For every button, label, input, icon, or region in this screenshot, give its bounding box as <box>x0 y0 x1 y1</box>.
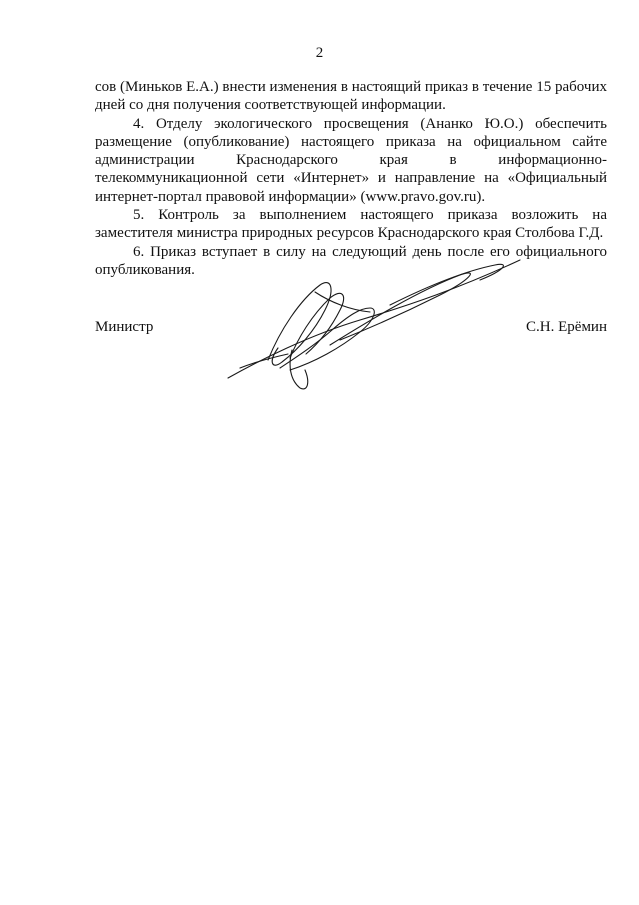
handwritten-signature-icon <box>220 250 540 390</box>
paragraph-continuation: сов (Миньков Е.А.) внести изменения в настоящий приказ в течение 15 рабочих дней со дня получения соответствующей информации. <box>95 79 607 114</box>
page-number: 2 <box>315 45 324 61</box>
paragraph-item-5: 5. Контроль за выполнением настоящего приказа возложить на заместителя министра природных ресурсов Краснодарского края Столбова Г.Д. <box>95 207 607 242</box>
paragraph-item-4: 4. Отделу экологического просвещения (Ананко Ю.О.) обеспечить размещение (опубликование) настоящего приказа на официальном сайте администрации Краснодарского края в информационно-телекоммуникационной сети «Интернет» и направление на «Официальный интернет-портал правовой информации» (www.pravo.gov.ru). <box>95 115 607 205</box>
paragraph-item-6: 6. Приказ вступает в силу на следующий день после его официального опубликования. <box>95 243 607 278</box>
signer-title: Министр <box>95 319 154 335</box>
signer-name: С.Н. Ерёмин <box>526 319 607 335</box>
